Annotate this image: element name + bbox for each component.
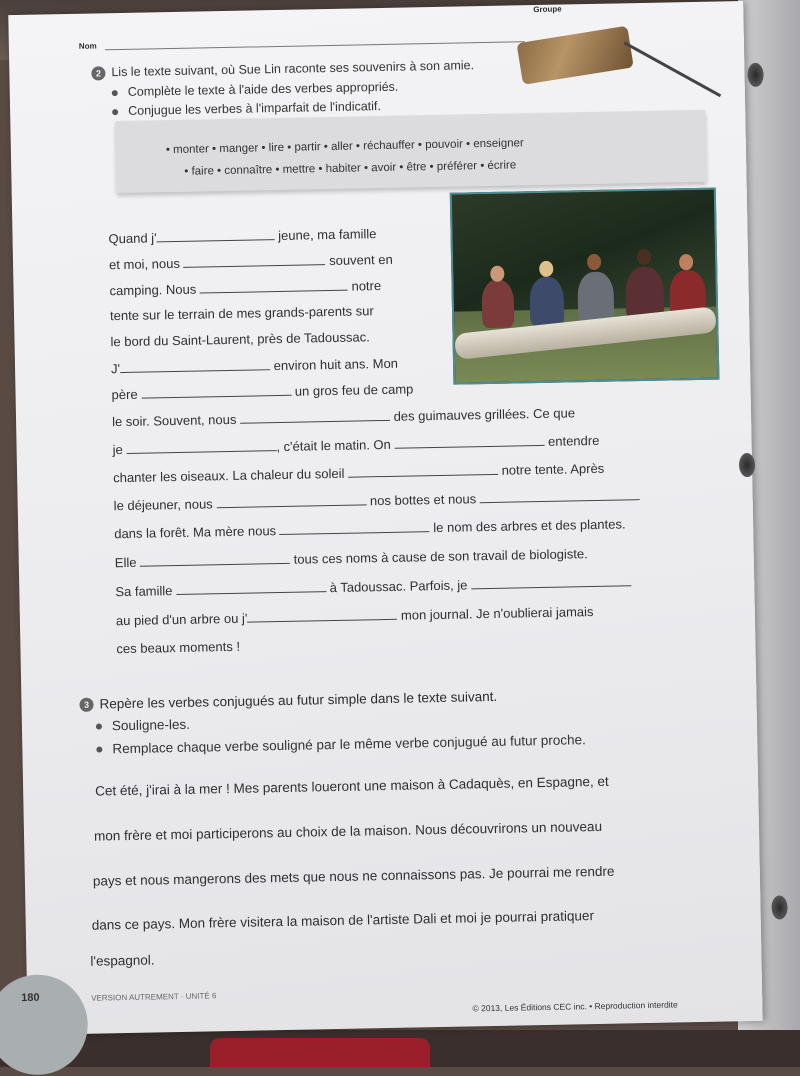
blank-field[interactable] xyxy=(156,227,274,242)
nom-line xyxy=(105,41,525,50)
binder-hole xyxy=(747,63,763,87)
bullet-icon xyxy=(112,109,118,115)
groupe-label: Groupe xyxy=(533,4,562,15)
blank-field[interactable] xyxy=(141,383,291,399)
text-line-9: je , c'était le matin. On entendre xyxy=(112,432,600,458)
text-line-4: tente sur le terrain de mes grands-parents sur xyxy=(109,303,374,324)
leather-bracelet-image xyxy=(517,26,634,85)
text-line-8: le soir. Souvent, nous des guimauves grillées. Ce que xyxy=(111,405,576,430)
verb-bank-line: • monter • manger • lire • partir • aller • réchauffer • pouvoir • enseigner xyxy=(165,137,524,157)
verb-bank-line: • faire • connaître • mettre • habiter • avoir • être • préférer • écrire xyxy=(184,159,517,178)
paragraph-line: dans ce pays. Mon frère visitera la maison de l'artiste Dali et moi je pourrai pratiquer xyxy=(91,908,595,933)
bullet-icon xyxy=(96,724,102,730)
blank-field[interactable] xyxy=(120,357,270,373)
leather-cord-image xyxy=(623,41,721,97)
blank-field[interactable] xyxy=(348,462,498,478)
footer-copyright: © 2013, Les Éditions CEC inc. • Reproduction interdite xyxy=(472,999,678,1014)
text-line-16: ces beaux moments ! xyxy=(116,638,241,657)
verb-bank-box xyxy=(115,110,706,193)
exercise3-bullet: Remplace chaque verbe souligné par le même verbe conjugué au futur proche. xyxy=(96,732,586,756)
text-line-7: père un gros feu de camp xyxy=(111,381,414,403)
blank-field[interactable] xyxy=(247,607,397,623)
footer-unit-label: VERSION AUTREMENT · UNITÉ 6 xyxy=(91,991,217,1003)
blank-field[interactable] xyxy=(200,278,348,294)
header xyxy=(78,4,562,51)
blank-field[interactable] xyxy=(183,252,325,268)
binder-hole xyxy=(739,453,755,477)
fabric-under-page xyxy=(210,1038,430,1067)
blank-field[interactable] xyxy=(480,487,640,503)
blank-field[interactable] xyxy=(394,433,544,449)
blank-field[interactable] xyxy=(126,438,276,454)
blank-field[interactable] xyxy=(471,573,631,589)
paragraph-line: l'espagnol. xyxy=(90,952,155,969)
paragraph-line: Cet été, j'irai à la mer ! Mes parents loueront une maison à Cadaquès, en Espagne, et xyxy=(95,773,609,799)
exercise3-instruction: 3 Repère les verbes conjugués au futur simple dans le texte suivant. xyxy=(79,689,497,712)
photo-person xyxy=(481,279,514,328)
blank-field[interactable] xyxy=(140,551,290,567)
text-line-15: au pied d'un arbre ou j' mon journal. Je n'oublierai jamais xyxy=(115,604,594,629)
blank-field[interactable] xyxy=(176,579,326,595)
text-line-6: J' environ huit ans. Mon xyxy=(110,355,399,377)
text-line-3: camping. Nous notre xyxy=(109,278,382,299)
campfire-photo xyxy=(450,188,720,385)
worksheet-page xyxy=(8,1,762,1035)
blank-field[interactable] xyxy=(280,519,430,535)
text-line-13: Elle tous ces noms à cause de son travail de biologiste. xyxy=(114,546,588,571)
text-line-14: Sa famille à Tadoussac. Parfois, je xyxy=(115,573,631,599)
text-line-11: le déjeuner, nous nos bottes et nous xyxy=(114,487,640,513)
text-line-2: et moi, nous souvent en xyxy=(108,251,393,273)
exercise-number-badge: 3 xyxy=(79,698,93,712)
blank-field[interactable] xyxy=(216,492,366,508)
text-line-5: le bord du Saint-Laurent, près de Tadoussac. xyxy=(110,329,370,350)
exercise2-instruction: 2 Lis le texte suivant, où Sue Lin raconte ses souvenirs à son amie. xyxy=(91,58,474,80)
text-line-12: dans la forêt. Ma mère nous le nom des arbres et des plantes. xyxy=(114,516,626,542)
bullet-icon xyxy=(96,747,102,753)
text-line-1: Quand j' jeune, ma famille xyxy=(108,226,377,247)
binder-hole xyxy=(771,895,787,919)
paragraph-line: mon frère et moi participerons au choix de la maison. Nous découvrirons un nouveau xyxy=(93,818,603,844)
exercise2-bullet: Conjugue les verbes à l'imparfait de l'indicatif. xyxy=(112,99,381,118)
paragraph-line: pays et nous mangerons des mets que nous ne connaissons pas. Je pourrai me rendre xyxy=(92,863,615,889)
photo-person xyxy=(529,277,564,328)
nom-label: Nom xyxy=(78,41,97,51)
text-line-10: chanter les oiseaux. La chaleur du soleil notre tente. Après xyxy=(113,460,605,486)
exercise2-bullet: Complète le texte à l'aide des verbes appropriés. xyxy=(112,80,399,99)
photo-person xyxy=(577,272,614,325)
blank-field[interactable] xyxy=(240,408,390,424)
exercise-number-badge: 2 xyxy=(91,66,105,80)
exercise3-bullet: Souligne-les. xyxy=(96,717,190,734)
bullet-icon xyxy=(112,90,118,96)
page-number: 180 xyxy=(21,991,40,1005)
